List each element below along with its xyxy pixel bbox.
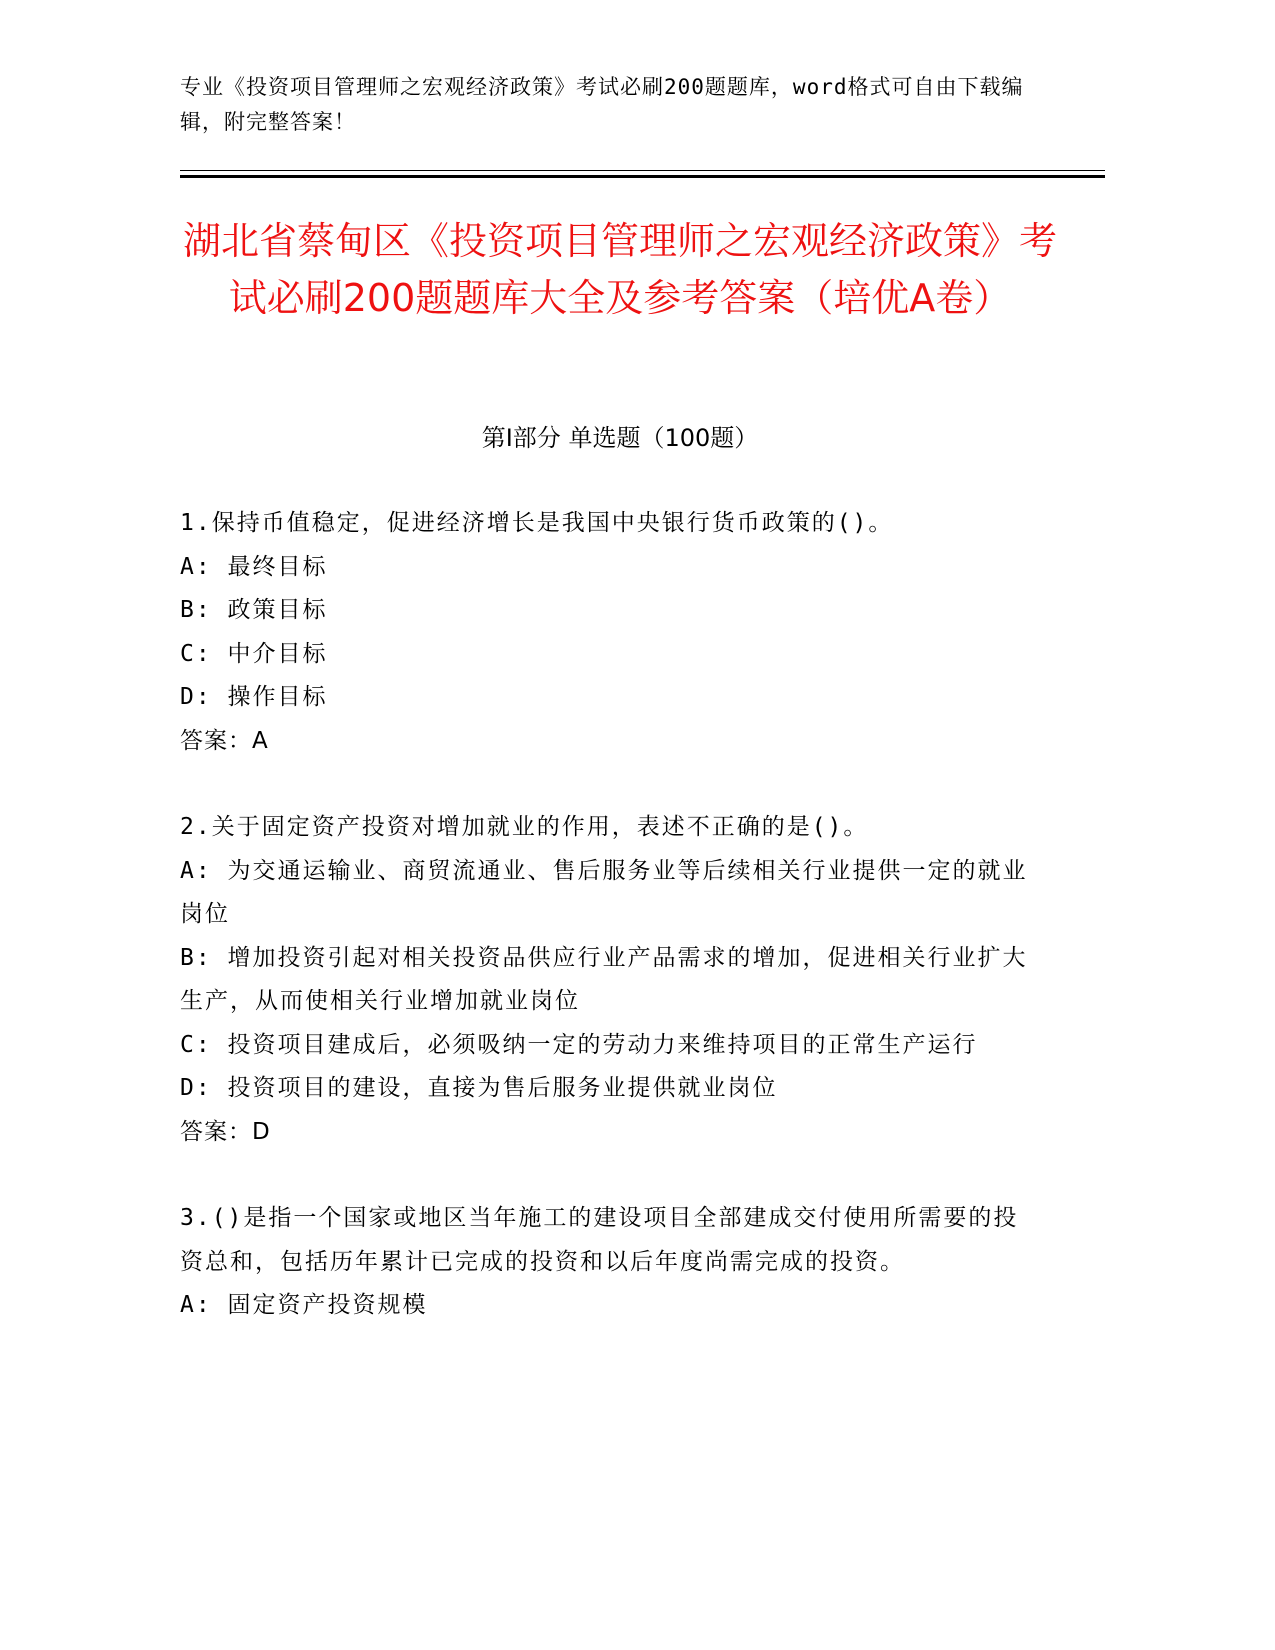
answer: 答案：D (180, 1118, 271, 1145)
option-b: B: 增加投资引起对相关投资品供应行业产品需求的增加，促进相关行业扩大生产，从而使相关行业增加就业岗位 (180, 944, 1028, 1014)
option-c: C: 投资项目建成后，必须吸纳一定的劳动力来维持项目的正常生产运行 (180, 1031, 978, 1058)
question-stem: 1.保持币值稳定，促进经济增长是我国中央银行货币政策的()。 (180, 510, 894, 536)
section-title: 第I部分 单选题（100题） (481, 424, 759, 452)
option-b: B: 政策目标 (180, 597, 328, 623)
option-a: A: 固定资产投资规模 (180, 1292, 428, 1318)
question-2 (180, 806, 1040, 1154)
question-stem: 3.()是指一个国家或地区当年施工的建设项目全部建成交付使用所需要的投资总和，包括历年累计已完成的投资和以后年度尚需完成的投资。 (180, 1205, 1019, 1275)
question-3 (180, 1197, 1040, 1328)
header-divider-thick (180, 175, 1105, 178)
option-d: D: 操作目标 (180, 684, 328, 710)
option-d: D: 投资项目的建设，直接为售后服务业提供就业岗位 (180, 1075, 778, 1101)
answer: 答案：A (180, 727, 269, 754)
option-a: A: 最终目标 (180, 553, 328, 580)
question-1 (180, 502, 1040, 763)
option-c: C: 中介目标 (180, 640, 328, 667)
document-title: 湖北省蔡甸区《投资项目管理师之宏观经济政策》考试必刷200题题库大全及参考答案（培优A卷） (182, 219, 1057, 320)
header-note: 专业《投资项目管理师之宏观经济政策》考试必刷200题题库，word格式可自由下载编辑，附完整答案！ (180, 75, 1024, 134)
question-list (180, 502, 1040, 1371)
question-stem: 2.关于固定资产投资对增加就业的作用，表述不正确的是()。 (180, 814, 869, 840)
header-divider-thin (180, 170, 1105, 171)
option-a: A: 为交通运输业、商贸流通业、售后服务业等后续相关行业提供一定的就业岗位 (180, 857, 1028, 927)
